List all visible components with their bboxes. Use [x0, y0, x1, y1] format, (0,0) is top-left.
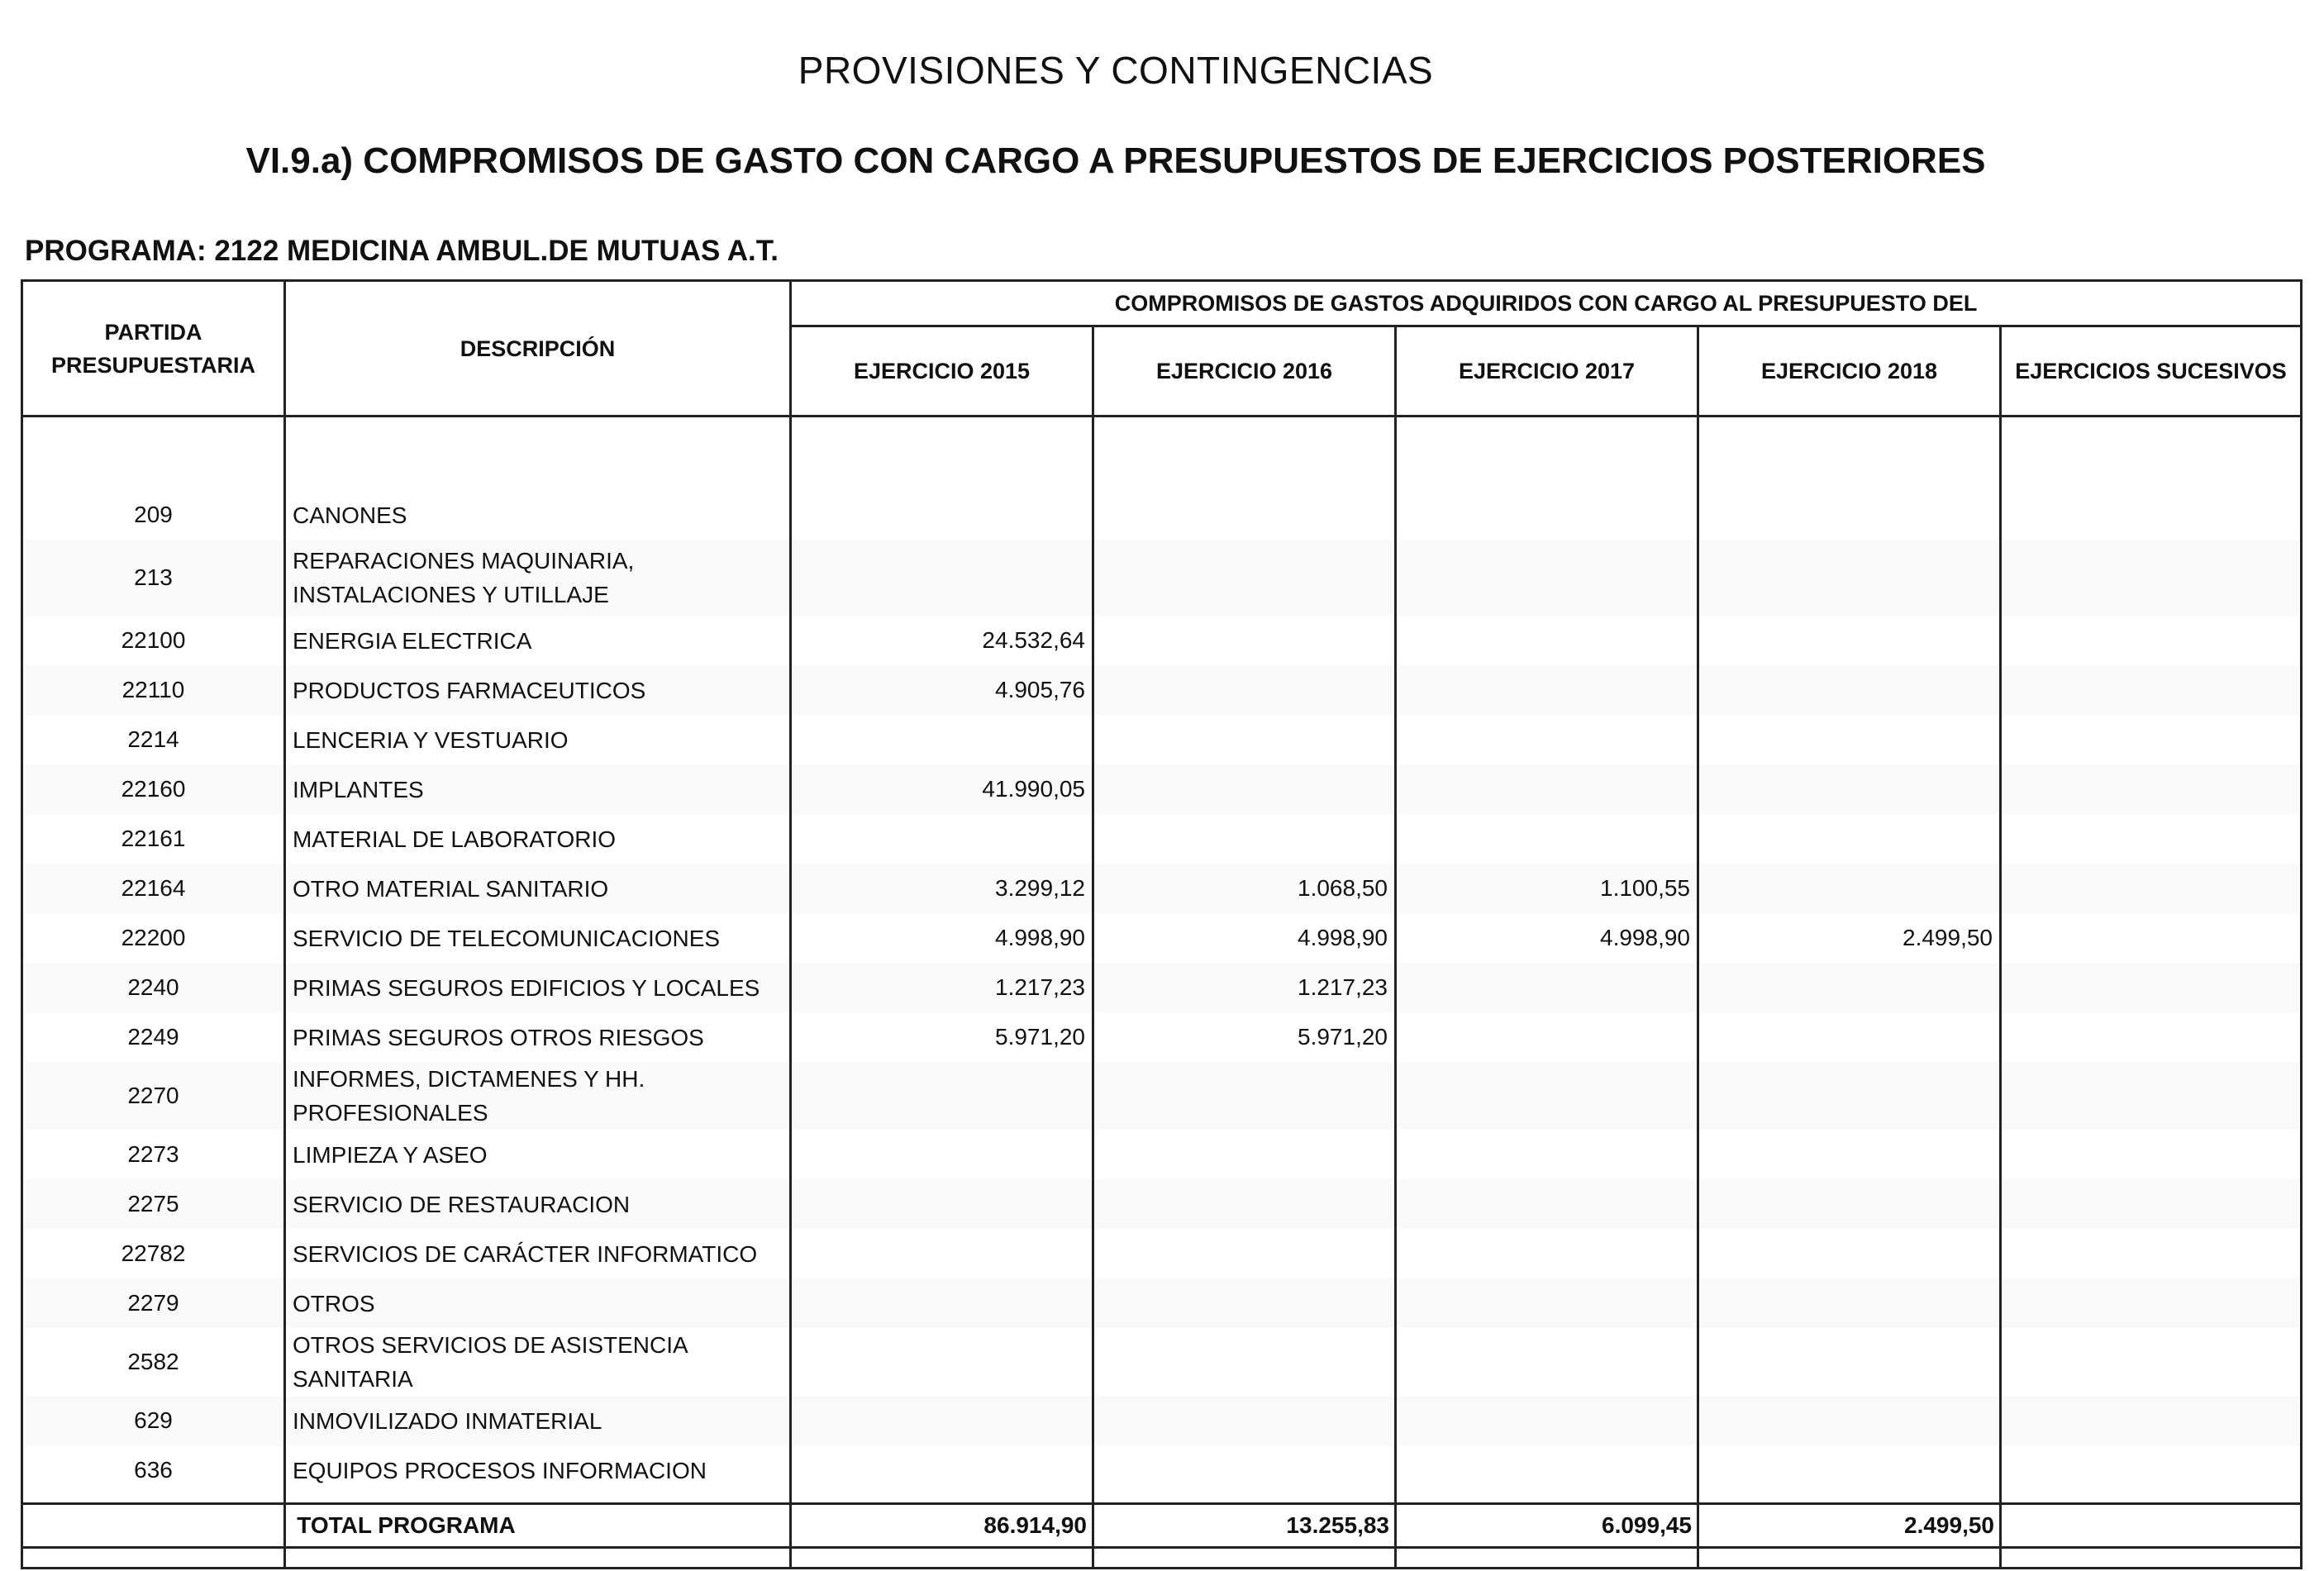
amount-y2015	[791, 1062, 1093, 1130]
amount-y2015	[791, 540, 1093, 616]
amount-sucesivos	[2001, 1445, 2302, 1495]
amount-y2015: 4.905,76	[791, 665, 1093, 715]
description-text: IMPLANTES	[293, 776, 424, 802]
description-cell	[285, 490, 791, 540]
amount-y2017	[1396, 1130, 1698, 1179]
description-text: LENCERIA Y VESTUARIO	[293, 726, 569, 753]
column-group-header: COMPROMISOS DE GASTOS ADQUIRIDOS CON CARGO AL PRESUPUESTO DEL	[791, 281, 2302, 326]
description-cell	[285, 1012, 791, 1062]
amount-sucesivos	[2001, 665, 2302, 715]
amount-y2015	[791, 814, 1093, 864]
description-cell	[285, 1445, 791, 1495]
amount-y2017	[1396, 1179, 1698, 1229]
amount-sucesivos	[2001, 913, 2302, 963]
table-row	[22, 963, 2302, 1012]
description-cell	[285, 764, 791, 814]
amount-y2016	[1093, 764, 1396, 814]
table-row	[22, 1278, 2302, 1328]
amount-y2015	[791, 1130, 1093, 1179]
amount-y2015: 5.971,20	[791, 1012, 1093, 1062]
amount-sucesivos	[2001, 715, 2302, 764]
description-cell	[285, 963, 791, 1012]
partida-code: 2279	[22, 1278, 285, 1328]
total-row	[22, 1504, 2302, 1548]
amount-y2015	[791, 490, 1093, 540]
amount-y2018	[1698, 1012, 2001, 1062]
amount-sucesivos	[2001, 1179, 2302, 1229]
amount-y2016	[1093, 1062, 1396, 1130]
table-spacer-top	[22, 417, 2302, 491]
table-row	[22, 715, 2302, 764]
amount-y2015: 4.998,90	[791, 913, 1093, 963]
description-text: INFORMES, DICTAMENES Y HH. PROFESIONALES	[293, 1066, 645, 1126]
total-2017: 6.099,45	[1396, 1504, 1698, 1548]
amount-y2018	[1698, 490, 2001, 540]
amount-y2015	[791, 715, 1093, 764]
partida-code: 22164	[22, 864, 285, 913]
table-row	[22, 1130, 2302, 1179]
table-row	[22, 913, 2302, 963]
partida-code: 22160	[22, 764, 285, 814]
partida-code: 22110	[22, 665, 285, 715]
amount-y2016	[1093, 715, 1396, 764]
amount-y2017	[1396, 715, 1698, 764]
partida-code: 2270	[22, 1062, 285, 1130]
amount-y2016	[1093, 540, 1396, 616]
amount-y2018	[1698, 1062, 2001, 1130]
amount-y2018	[1698, 540, 2001, 616]
amount-y2017	[1396, 1012, 1698, 1062]
description-cell	[285, 814, 791, 864]
description-cell	[285, 1229, 791, 1278]
partida-code: 629	[22, 1396, 285, 1445]
partida-code: 2214	[22, 715, 285, 764]
amount-y2016	[1093, 490, 1396, 540]
amount-sucesivos	[2001, 1229, 2302, 1278]
amount-y2017	[1396, 963, 1698, 1012]
amount-y2017	[1396, 1396, 1698, 1445]
description-text: LIMPIEZA Y ASEO	[293, 1141, 488, 1168]
amount-y2015	[791, 1278, 1093, 1328]
amount-y2017	[1396, 1062, 1698, 1130]
amount-y2015	[791, 1328, 1093, 1396]
amount-y2018	[1698, 1179, 2001, 1229]
description-text: SERVICIO DE RESTAURACION	[293, 1191, 631, 1217]
amount-y2016	[1093, 665, 1396, 715]
table-row	[22, 814, 2302, 864]
amount-y2015	[791, 1179, 1093, 1229]
description-cell	[285, 1130, 791, 1179]
amount-y2015: 3.299,12	[791, 864, 1093, 913]
column-header-2016: EJERCICIO 2016	[1093, 326, 1396, 417]
description-text: PRODUCTOS FARMACEUTICOS	[293, 677, 646, 703]
table-row	[22, 1396, 2302, 1445]
description-text: REPARACIONES MAQUINARIA, INSTALACIONES Y UTILLAJE	[293, 548, 635, 607]
amount-y2017	[1396, 814, 1698, 864]
table-row	[22, 490, 2302, 540]
amount-y2018	[1698, 1278, 2001, 1328]
partida-code: 2275	[22, 1179, 285, 1229]
description-text: INMOVILIZADO INMATERIAL	[293, 1407, 602, 1434]
amount-y2017	[1396, 490, 1698, 540]
amount-y2016	[1093, 1229, 1396, 1278]
amount-sucesivos	[2001, 490, 2302, 540]
table-row	[22, 864, 2302, 913]
amount-y2016: 4.998,90	[1093, 913, 1396, 963]
amount-sucesivos	[2001, 1130, 2302, 1179]
description-cell	[285, 715, 791, 764]
partida-code: 213	[22, 540, 285, 616]
amount-y2018	[1698, 715, 2001, 764]
amount-y2017	[1396, 1328, 1698, 1396]
amount-y2017	[1396, 1278, 1698, 1328]
amount-sucesivos	[2001, 1012, 2302, 1062]
amount-sucesivos	[2001, 1396, 2302, 1445]
description-text: OTRO MATERIAL SANITARIO	[293, 875, 609, 902]
amount-y2016	[1093, 616, 1396, 665]
page-title: PROVISIONES Y CONTINGENCIAS	[798, 49, 1434, 92]
description-text: PRIMAS SEGUROS EDIFICIOS Y LOCALES	[293, 974, 760, 1001]
description-text: OTROS SERVICIOS DE ASISTENCIA SANITARIA	[293, 1332, 688, 1392]
description-cell	[285, 665, 791, 715]
partida-code: 22200	[22, 913, 285, 963]
amount-sucesivos	[2001, 814, 2302, 864]
column-header-sucesivos: EJERCICIOS SUCESIVOS	[2001, 326, 2302, 417]
description-text: MATERIAL DE LABORATORIO	[293, 826, 617, 852]
amount-sucesivos	[2001, 764, 2302, 814]
amount-y2015: 41.990,05	[791, 764, 1093, 814]
amount-y2017: 1.100,55	[1396, 864, 1698, 913]
amount-y2016	[1093, 1445, 1396, 1495]
table-row	[22, 616, 2302, 665]
amount-y2015	[791, 1445, 1093, 1495]
description-cell	[285, 616, 791, 665]
description-cell	[285, 1328, 791, 1396]
description-text: PRIMAS SEGUROS OTROS RIESGOS	[293, 1024, 704, 1050]
amount-y2018	[1698, 1130, 2001, 1179]
table-row	[22, 1012, 2302, 1062]
table-row	[22, 665, 2302, 715]
column-header-partida: PARTIDA PRESUPUESTARIA	[22, 281, 285, 417]
amount-y2018	[1698, 1396, 2001, 1445]
page-subtitle: VI.9.a) COMPROMISOS DE GASTO CON CARGO A PRESUPUESTOS DE EJERCICIOS POSTERIORES	[245, 140, 1986, 181]
description-text: SERVICIOS DE CARÁCTER INFORMATICO	[293, 1240, 758, 1267]
table-row	[22, 1179, 2302, 1229]
amount-y2015: 1.217,23	[791, 963, 1093, 1012]
table-row	[22, 1445, 2302, 1495]
column-header-descripcion: DESCRIPCIÓN	[285, 281, 791, 417]
amount-y2016: 5.971,20	[1093, 1012, 1396, 1062]
total-sucesivos	[2001, 1504, 2302, 1548]
column-header-2018: EJERCICIO 2018	[1698, 326, 2001, 417]
amount-y2016	[1093, 814, 1396, 864]
total-table	[21, 1502, 2303, 1549]
amount-sucesivos	[2001, 1062, 2302, 1130]
description-cell	[285, 864, 791, 913]
partida-code: 2249	[22, 1012, 285, 1062]
partida-code: 2273	[22, 1130, 285, 1179]
amount-sucesivos	[2001, 864, 2302, 913]
description-cell	[285, 1062, 791, 1130]
total-2016: 13.255,83	[1093, 1504, 1396, 1548]
description-text: ENERGIA ELECTRICA	[293, 627, 532, 654]
amount-sucesivos	[2001, 616, 2302, 665]
description-cell	[285, 1396, 791, 1445]
amount-y2018	[1698, 764, 2001, 814]
amount-y2017: 4.998,90	[1396, 913, 1698, 963]
amount-y2018	[1698, 1445, 2001, 1495]
amount-y2016	[1093, 1179, 1396, 1229]
program-label: PROGRAMA: 2122 MEDICINA AMBUL.DE MUTUAS A.T.	[25, 235, 779, 267]
amount-sucesivos	[2001, 963, 2302, 1012]
column-header-2015: EJERCICIO 2015	[791, 326, 1093, 417]
description-cell	[285, 1179, 791, 1229]
amount-sucesivos	[2001, 540, 2302, 616]
amount-y2018: 2.499,50	[1698, 913, 2001, 963]
amount-y2018	[1698, 616, 2001, 665]
amount-y2017	[1396, 1445, 1698, 1495]
table-row	[22, 1062, 2302, 1130]
description-text: OTROS	[293, 1290, 375, 1316]
amount-y2018	[1698, 814, 2001, 864]
amount-y2017	[1396, 616, 1698, 665]
amount-y2015	[791, 1229, 1093, 1278]
description-text: EQUIPOS PROCESOS INFORMACION	[293, 1457, 707, 1483]
table-row	[22, 1328, 2302, 1396]
partida-code: 22100	[22, 616, 285, 665]
partida-code: 22782	[22, 1229, 285, 1278]
table-body	[22, 417, 2302, 1569]
table-row	[22, 540, 2302, 616]
amount-y2015	[791, 1396, 1093, 1445]
amount-y2016	[1093, 1396, 1396, 1445]
total-2015: 86.914,90	[791, 1504, 1093, 1548]
partida-code: 2240	[22, 963, 285, 1012]
total-label: TOTAL PROGRAMA	[22, 1504, 791, 1548]
description-text: SERVICIO DE TELECOMUNICACIONES	[293, 925, 721, 951]
table-row	[22, 764, 2302, 814]
amount-y2018	[1698, 665, 2001, 715]
amount-sucesivos	[2001, 1278, 2302, 1328]
amount-y2018	[1698, 1229, 2001, 1278]
amount-y2017	[1396, 540, 1698, 616]
partida-code: 22161	[22, 814, 285, 864]
table-row	[22, 1229, 2302, 1278]
amount-y2016	[1093, 1278, 1396, 1328]
description-cell	[285, 1278, 791, 1328]
amount-y2016: 1.217,23	[1093, 963, 1396, 1012]
amount-y2016: 1.068,50	[1093, 864, 1396, 913]
total-2018: 2.499,50	[1698, 1504, 2001, 1548]
commitments-table	[21, 279, 2303, 1569]
amount-y2017	[1396, 665, 1698, 715]
amount-y2016	[1093, 1130, 1396, 1179]
column-header-2017: EJERCICIO 2017	[1396, 326, 1698, 417]
amount-y2017	[1396, 1229, 1698, 1278]
amount-y2016	[1093, 1328, 1396, 1396]
amount-y2018	[1698, 963, 2001, 1012]
amount-y2018	[1698, 864, 2001, 913]
amount-y2017	[1396, 764, 1698, 814]
description-text: CANONES	[293, 502, 407, 528]
partida-code: 2582	[22, 1328, 285, 1396]
description-cell	[285, 913, 791, 963]
amount-y2018	[1698, 1328, 2001, 1396]
amount-sucesivos	[2001, 1328, 2302, 1396]
description-cell	[285, 540, 791, 616]
partida-code: 636	[22, 1445, 285, 1495]
partida-code: 209	[22, 490, 285, 540]
amount-y2015: 24.532,64	[791, 616, 1093, 665]
